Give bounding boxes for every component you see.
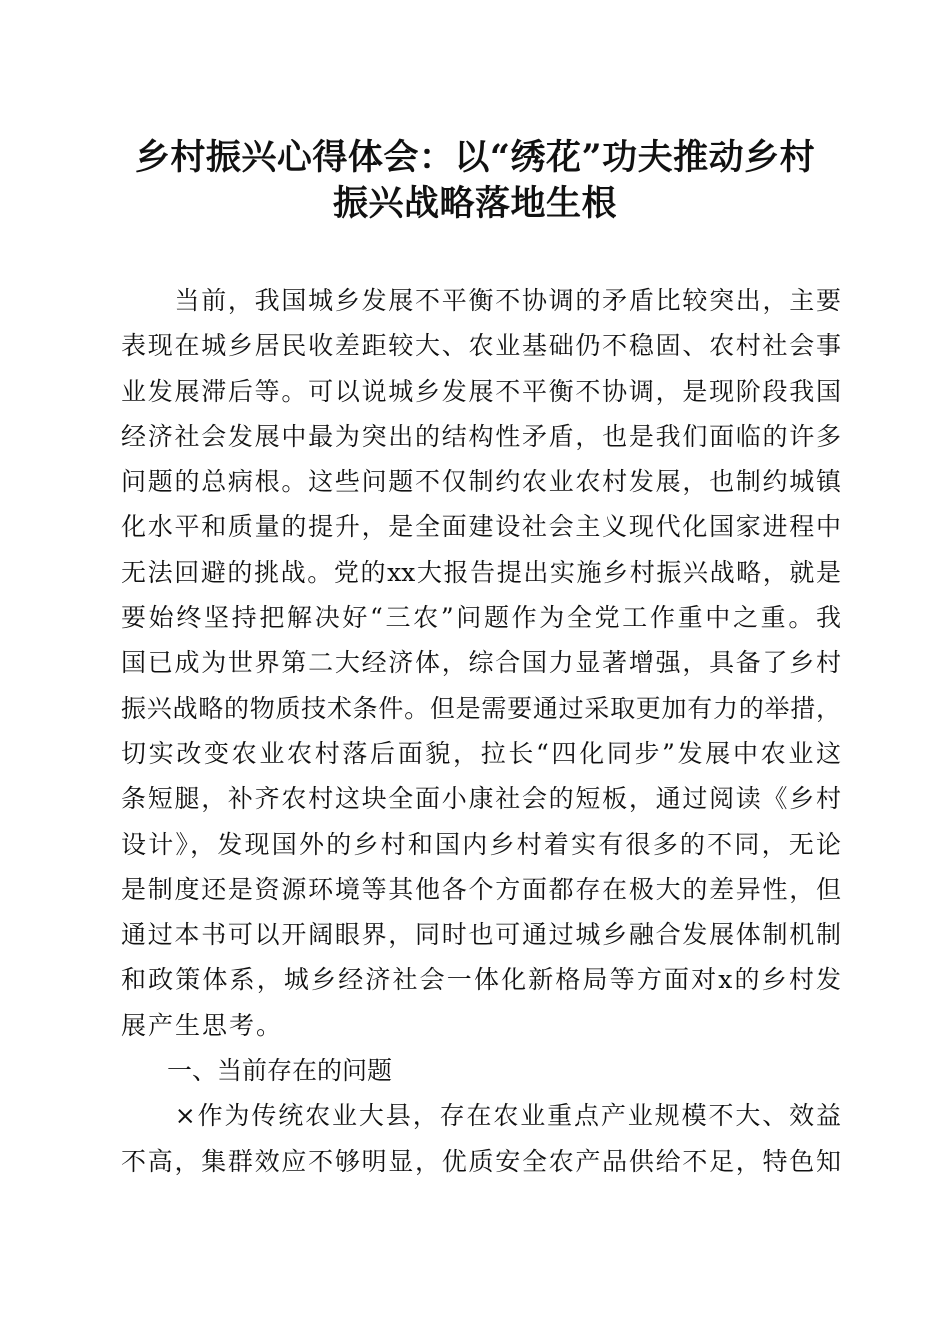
paragraph-line: 和政策体系，城乡经济社会一体化新格局等方面对x的乡村发 xyxy=(121,965,841,995)
paragraph-line: 展产生思考。 xyxy=(121,1010,284,1040)
paragraph-line: 切实改变农业农村落后面貌，拉长“四化同步”发展中农业这 xyxy=(121,738,841,768)
paragraph-line: 要始终坚持把解决好“三农”问题作为全党工作重中之重。我 xyxy=(121,603,841,633)
paragraph-line: 表现在城乡居民收差距较大、农业基础仍不稳固、农村社会事 xyxy=(121,331,841,361)
paragraph-line: 国已成为世界第二大经济体，综合国力显著增强，具备了乡村 xyxy=(121,648,841,678)
paragraph-line: 化水平和质量的提升，是全面建设社会主义现代化国家进程中 xyxy=(121,512,841,542)
paragraph-line: 振兴战略的物质技术条件。但是需要通过采取更加有力的举措， xyxy=(121,693,841,723)
paragraph-line: 设计》，发现国外的乡村和国内乡村着实有很多的不同，无论 xyxy=(121,829,841,859)
section-heading-1: 一、当前存在的问题 xyxy=(167,1056,393,1086)
document-body xyxy=(121,278,841,1184)
title-line-2: 振兴战略落地生根 xyxy=(332,183,617,224)
paragraph-line: 业发展滞后等。可以说城乡发展不平衡不协调，是现阶段我国 xyxy=(121,376,841,406)
paragraph-line: 不高，集群效应不够明显，优质安全农产品供给不足，特色知 xyxy=(121,1146,841,1176)
paragraph-line: 当前，我国城乡发展不平衡不协调的矛盾比较突出，主要 xyxy=(121,286,841,315)
paragraph-line: ×作为传统农业大县，存在农业重点产业规模不大、效益 xyxy=(121,1101,841,1131)
paragraph-line: 条短腿，补齐农村这块全面小康社会的短板，通过阅读《乡村 xyxy=(121,784,841,814)
paragraph-1 xyxy=(121,278,841,1048)
paragraph-line: 通过本书可以开阔眼界，同时也可通过城乡融合发展体制机制 xyxy=(121,920,841,950)
paragraph-line: 无法回避的挑战。党的xx大报告提出实施乡村振兴战略，就是 xyxy=(121,557,841,587)
paragraph-line: 经济社会发展中最为突出的结构性矛盾，也是我们面临的许多 xyxy=(121,421,841,451)
title-line-1: 乡村振兴心得体会：以“绣花”功夫推动乡村 xyxy=(134,137,816,178)
document-title xyxy=(100,135,850,227)
paragraph-line: 是制度还是资源环境等其他各个方面都存在极大的差异性，但 xyxy=(121,874,841,904)
paragraph-line: 问题的总病根。这些问题不仅制约农业农村发展，也制约城镇 xyxy=(121,467,841,497)
paragraph-2 xyxy=(121,1093,841,1184)
